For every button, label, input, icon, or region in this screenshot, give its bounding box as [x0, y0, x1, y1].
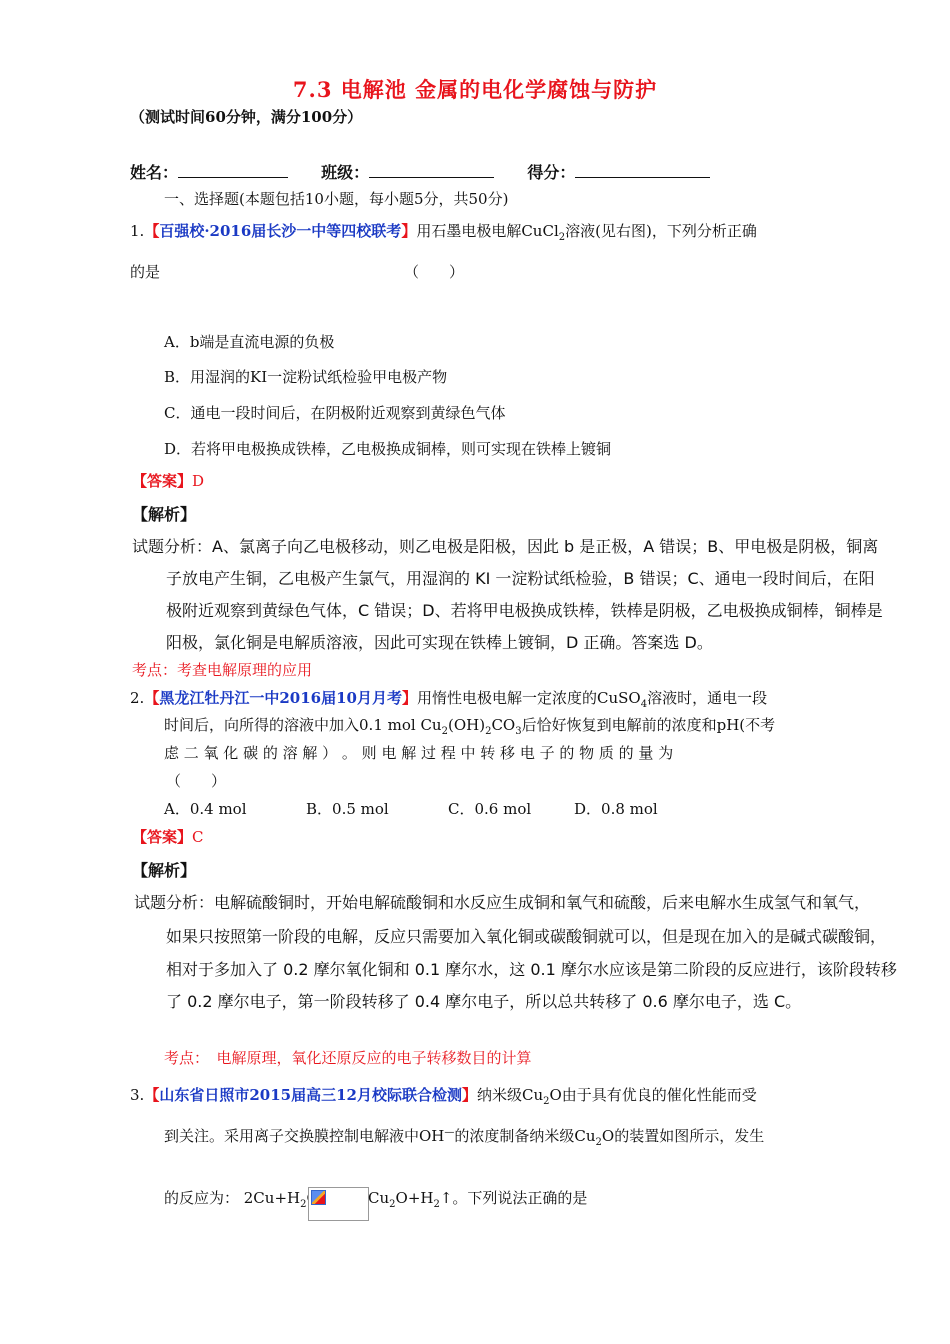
class-label: 班级： [321, 163, 370, 182]
score-blank[interactable] [575, 163, 710, 178]
q2-option-b: B．0.5 mol [306, 800, 389, 818]
q1-analysis-label: 【解析】 [132, 505, 197, 524]
q1-stem-line1: 1.【百强校·2016届长沙一中等四校联考】用石墨电极电解CuCl$_2$溶液(见右图)，下列分析正确 [130, 222, 757, 243]
q2-analysis-label: 【解析】 [132, 861, 197, 880]
q1-analysis-line: 试题分析：A、氯离子向乙电极移动，则乙电极是阳极，因此 b 是正极，A 错误；B、甲电极是阴极，铜离 [132, 537, 879, 556]
class-blank[interactable] [369, 163, 494, 178]
q2-answer: 【答案】C [132, 828, 204, 846]
q1-analysis-line: 阳极，氯化铜是电解质溶液，因此可实现在铁棒上镀铜，D 正确。答案选 D。 [166, 633, 713, 652]
q1-analysis-line: 子放电产生铜，乙电极产生氯气，用湿润的 KI 一淀粉试纸检验，B 错误；C、通电一段时间后，在阳 [166, 569, 875, 588]
broken-image-icon [308, 1187, 369, 1221]
score-label: 得分： [527, 163, 576, 182]
name-label: 姓名： [130, 163, 179, 182]
q1-analysis-line: 极附近观察到黄绿色气体，C 错误；D、若将甲电极换成铁棒，铁棒是阴极，乙电极换成铜棒，铜棒是 [166, 601, 883, 620]
info-row [130, 160, 710, 183]
q3-source: 山东省日照市2015届高三12月校际联合检测 [159, 1086, 462, 1104]
name-blank[interactable] [178, 163, 288, 178]
q2-analysis-line: 如果只按照第一阶段的电解，反应只需要加入氧化铜或碳酸铜就可以，但是现在加入的是碱式碳酸铜， [166, 927, 887, 946]
q2-answer-paren: （ ） [166, 772, 227, 790]
q1-answer-paren: （ ） [404, 263, 465, 281]
q2-source: 黑龙江牡丹江一中2016届10月月考 [159, 689, 402, 707]
q2-stem-line1: 2.【黑龙江牡丹江一中2016届10月月考】用惰性电极电解一定浓度的CuSO$_4$溶液时，通电一段 [130, 689, 768, 710]
q1-option-b: B．用湿润的KI一淀粉试纸检验甲电极产物 [164, 368, 448, 386]
q1-option-d: D．若将甲电极换成铁棒，乙电极换成铜棒，则可实现在铁棒上镀铜 [164, 440, 612, 458]
q2-option-d: D．0.8 mol [574, 800, 658, 818]
q1-answer: 【答案】D [132, 472, 205, 490]
q2-analysis-line: 了 0.2 摩尔电子，第一阶段转移了 0.4 摩尔电子，所以总共转移了 0.6 摩尔电子，选 C。 [166, 992, 802, 1011]
q1-stem-line2: 的是 [130, 263, 161, 281]
q2-stem-line3: 虑 二 氧 化 碳 的 溶 解 ） 。 则 电 解 过 程 中 转 移 电 子 的 物 质 的 量 为 [164, 744, 674, 762]
q2-analysis-line: 相对于多加入了 0.2 摩尔氧化铜和 0.1 摩尔水，这 0.1 摩尔水应该是第二阶段的反应进行，该阶段转移 [166, 960, 897, 979]
q3-stem-line2: 到关注。采用离子交换膜控制电解液中OH—的浓度制备纳米级$Cu_2O$的装置如图所示，发生 [164, 1127, 765, 1148]
q3-reaction-left: 的反应为： $2Cu+H_2$ [164, 1189, 307, 1210]
q1-number: 1. [130, 222, 145, 240]
q2-stem-line2: 时间后，向所得的溶液中加入0.1 mol $Cu_2(OH)_2CO_3$后恰好恢复到电解前的浓度和pH(不考 [164, 716, 776, 737]
q2-number: 2. [130, 689, 145, 707]
q2-option-a: A．0.4 mol [164, 800, 247, 818]
q3-stem-line1: 3.【山东省日照市2015届高三12月校际联合检测】纳米级$Cu_2O$由于具有优良的催化性能而受 [130, 1086, 757, 1107]
q2-analysis-line: 试题分析：电解硫酸铜时，开始电解硫酸铜和水反应生成铜和氧气和硫酸，后来电解水生成氢气和氧气， [134, 893, 871, 912]
page-title: 7.3 电解池 金属的电化学腐蚀与防护 [292, 77, 658, 102]
q1-kaodian: 考点：考查电解原理的应用 [132, 661, 313, 679]
q3-reaction-right: $Cu_2O+H_2↑$。下列说法正确的是 [368, 1189, 588, 1210]
section-heading: 一、选择题(本题包括10小题，每小题5分，共50分) [164, 190, 509, 208]
q1-option-a: A．b端是直流电源的负极 [164, 333, 335, 351]
q3-number: 3. [130, 1086, 145, 1104]
page-subtitle: （测试时间60分钟，满分100分） [130, 108, 363, 126]
q1-option-c: C．通电一段时间后，在阴极附近观察到黄绿色气体 [164, 404, 506, 422]
q1-source: 百强校·2016届长沙一中等四校联考 [159, 222, 402, 240]
q2-option-c: C．0.6 mol [448, 800, 532, 818]
q2-kaodian: 考点： 电解原理，氧化还原反应的电子转移数目的计算 [164, 1049, 532, 1067]
